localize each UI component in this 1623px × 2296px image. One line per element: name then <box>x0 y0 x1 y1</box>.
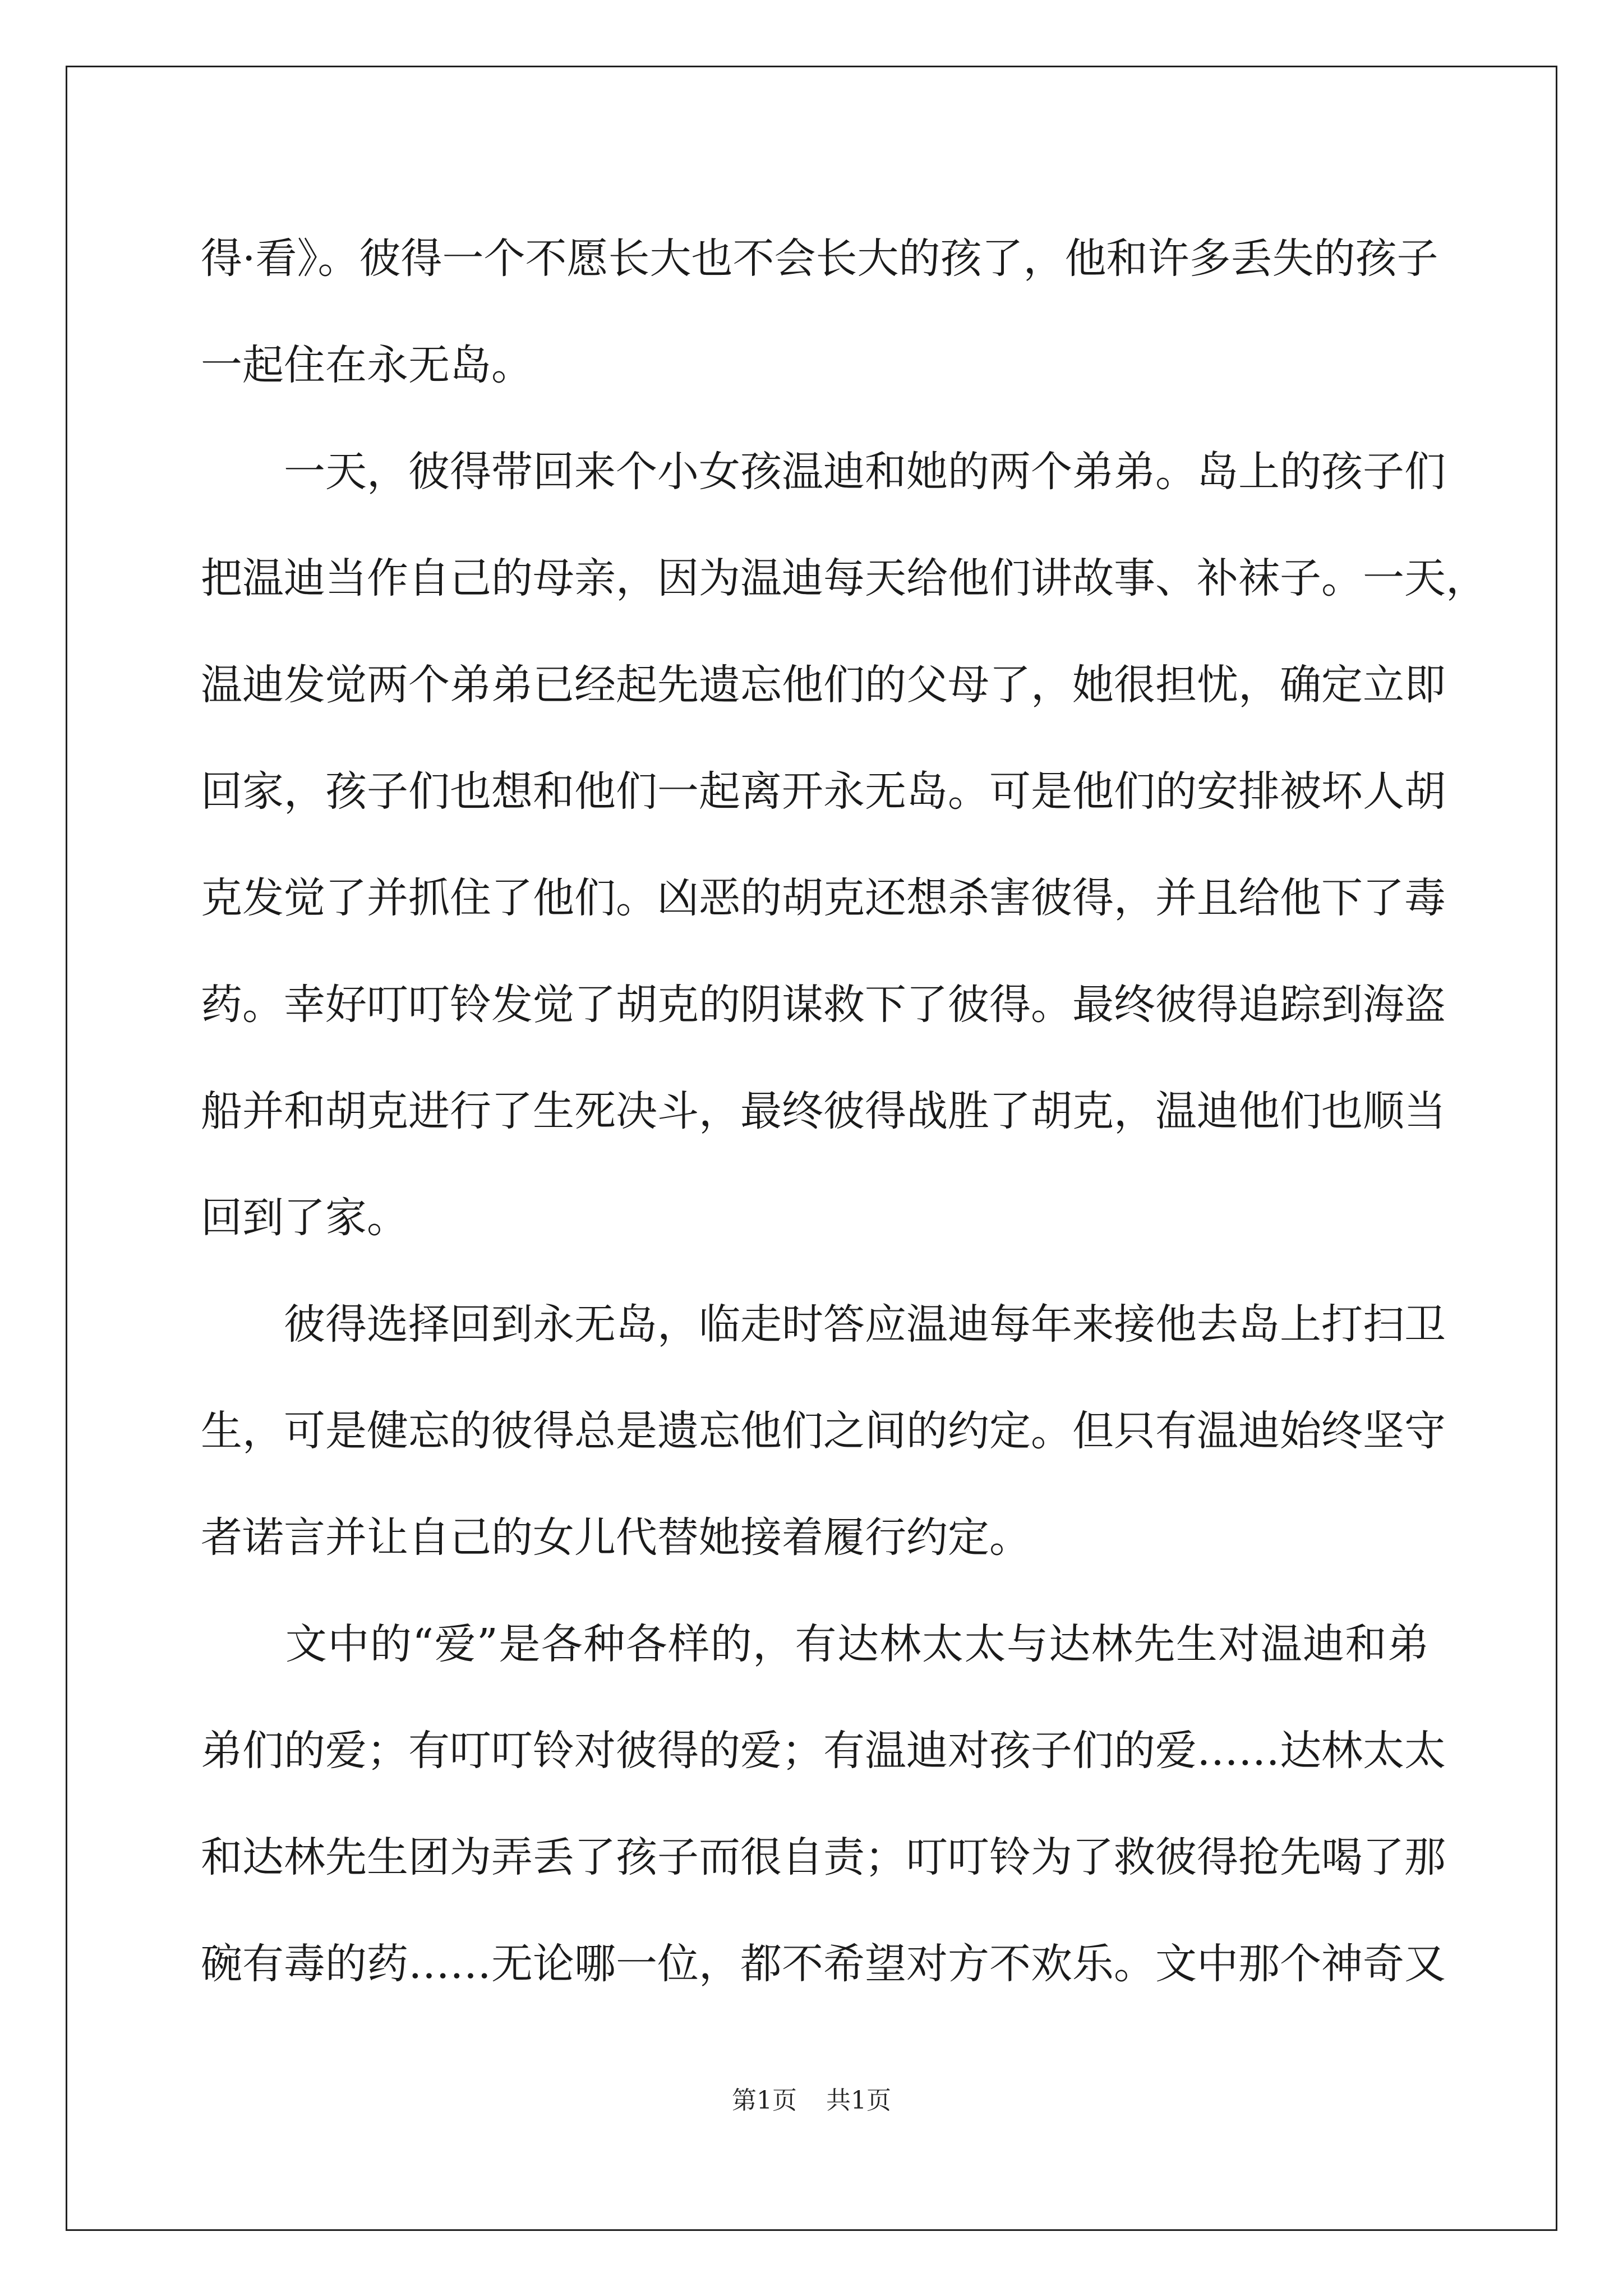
page-footer <box>0 2084 1623 2118</box>
text-line: 药。幸好叮叮铃发觉了胡克的阴谋救下了彼得。最终彼得追踪到海盗 <box>201 981 1446 1029</box>
document-body <box>201 205 1487 2017</box>
text-line: 生，可是健忘的彼得总是遗忘他们之间的约定。但只有温迪始终坚守 <box>201 1407 1446 1455</box>
page-total: 共1页 <box>826 2086 891 2115</box>
text-line: 回到了家。 <box>201 1194 408 1242</box>
page-number: 第1页 <box>732 2086 797 2115</box>
text-line: 文中的“爱”是各种各样的，有达林太太与达林先生对温迪和弟 <box>201 1620 1429 1668</box>
text-line: 弟们的爱；有叮叮铃对彼得的爱；有温迪对孩子们的爱……达林太太 <box>201 1727 1446 1775</box>
text-line: 碗有毒的药……无论哪一位，都不希望对方不欢乐。文中那个神奇又 <box>201 1940 1446 1988</box>
text-line: 者诺言并让自己的女儿代替她接着履行约定。 <box>201 1513 1031 1562</box>
text-line: 温迪发觉两个弟弟已经起先遗忘他们的父母了，她很担忧，确定立即 <box>201 661 1446 709</box>
text-line: 得·看》。彼得一个不愿长大也不会长大的孩了，他和许多丢失的孩子 <box>201 234 1438 283</box>
text-line: 一天，彼得带回来个小女孩温迪和她的两个弟弟。岛上的孩子们 <box>201 448 1446 496</box>
text-line: 把温迪当作自己的母亲，因为温迪每天给他们讲故事、补袜子。一天， <box>201 554 1487 602</box>
text-line: 和达林先生团为弄丢了孩子而很自责；叮叮铃为了救彼得抢先喝了那 <box>201 1833 1446 1881</box>
text-line: 船并和胡克进行了生死决斗，最终彼得战胜了胡克，温迪他们也顺当 <box>201 1087 1446 1135</box>
text-line: 一起住在永无岛。 <box>201 341 533 389</box>
text-line: 回家，孩子们也想和他们一起离开永无岛。可是他们的安排被坏人胡 <box>201 767 1446 816</box>
text-line: 彼得选择回到永无岛，临走时答应温迪每年来接他去岛上打扫卫 <box>201 1300 1446 1349</box>
text-line: 克发觉了并抓住了他们。凶恶的胡克还想杀害彼得，并且给他下了毒 <box>201 874 1446 922</box>
